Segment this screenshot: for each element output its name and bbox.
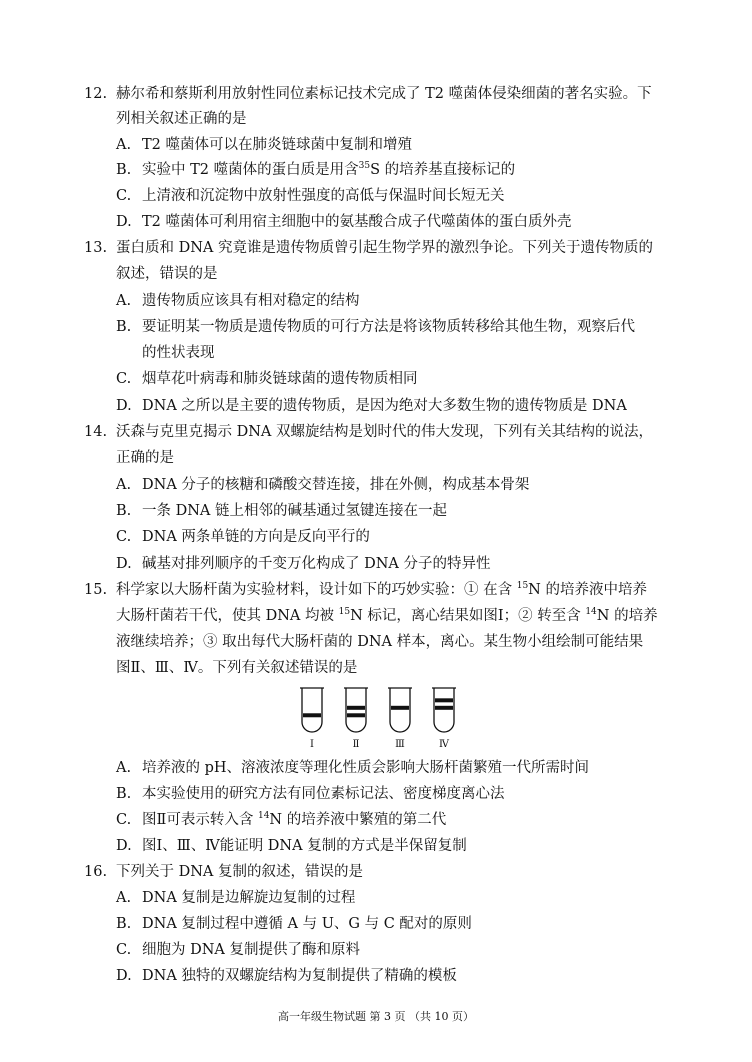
centrifuge-tube-2 bbox=[344, 688, 368, 750]
tube-outline bbox=[390, 688, 410, 732]
dna-band bbox=[347, 713, 365, 717]
tube-outline bbox=[346, 688, 366, 732]
tube-label: Ⅱ bbox=[352, 739, 360, 750]
centrifuge-tubes-figure bbox=[296, 686, 456, 750]
dna-band bbox=[391, 706, 409, 710]
tube-label: Ⅳ bbox=[439, 739, 449, 750]
dna-band bbox=[303, 713, 321, 717]
q12-number: 12. bbox=[84, 86, 108, 102]
q14-number: 14. bbox=[84, 424, 108, 440]
q16-number: 16. bbox=[84, 864, 108, 880]
dna-band bbox=[347, 706, 365, 710]
tube-outline bbox=[434, 688, 454, 732]
q13-number: 13. bbox=[84, 240, 108, 256]
tube-label: Ⅰ bbox=[310, 739, 314, 750]
dna-band bbox=[435, 698, 453, 702]
centrifuge-tube-1 bbox=[300, 688, 324, 750]
dna-band bbox=[435, 706, 453, 710]
tube-outline bbox=[302, 688, 322, 732]
tube-label: Ⅲ bbox=[395, 739, 405, 750]
centrifuge-tube-4 bbox=[432, 688, 456, 750]
page-footer: 高一年级生物试题 第 3 页 （共 10 页） bbox=[278, 1010, 474, 1023]
q15-number: 15. bbox=[84, 582, 108, 598]
exam-page: 12. 赫尔希和蔡斯利用放射性同位素标记技术完成了 T2 噬菌体侵染细菌的著名实验。下 列相关叙述正确的是 A. T2 噬菌体可以在肺炎链球菌中复制和增殖 B. 实验中 T2 噬菌体的蛋白质是用含$^{35}$S 的培养基直接标记的 C. 上清液和沉淀物中放射性强度的高低与保温时间长短无关 D. T2 噬菌体可利用宿主细胞中的氨基酸合成子代噬菌体的蛋白质外壳 13. 蛋白质和 DNA 究竟谁是遗传物质曾引起生物学界的激烈争论。下列关于遗传物质的 叙述，错误的是 A. 遗传物质应该具有相对稳定的结构 B. 要证明某一物质是遗传物质的可行方法是将该物质转移给其他生物，观察后代 的性状表现 C. 烟草花叶病毒和肺炎链球菌的遗传物质相同 D. DNA 之所以是主要的遗传物质，是因为绝对大多数生物的遗传物质是 DNA 14. 沃森与克里克揭示 DNA 双螺旋结构是划时代的伟大发现，下列有关其结构的说法， 正确的是 A. DNA 分子的核糖和磷酸交替连接，排在外侧，构成基本骨架 B. 一条 DNA 链上相邻的碱基通过氢键连接在一起 C. DNA 两条单链的方向是反向平行的 D. 碱基对排列顺序的千变万化构成了 DNA 分子的特异性 15. 科学家以大肠杆菌为实验材料，设计如下的巧妙实验：① 在含 $^{15}$N 的培养液中培养 大肠杆菌若干代，使其 DNA 均被 $^{15}$N 标记，离心结果如图Ⅰ；② 转至含 $^{14}$N 的培养 液继续培养；③ 取出每代大肠杆菌的 DNA 样本，离心。某生物小组绘制可能结果 图Ⅱ、Ⅲ、Ⅳ。下列有关叙述错误的是 Ⅰ Ⅱ Ⅲ Ⅳ A. 培养液的 pH、溶液浓度等理化性质会影响大肠杆菌繁殖一代所需时间 B. 本实验使用的研究方法有同位素标记法、密度梯度离心法 C. 图Ⅱ可表示转入含 $^{14}$N 的培养液中繁殖的第二代 D. 图Ⅰ、Ⅲ、Ⅳ能证明 DNA 复制的方式是半保留复制 16. 下列关于 DNA 复制的叙述，错误的是 A. DNA 复制是边解旋边复制的过程 B. DNA 复制过程中遵循 A 与 U、G 与 C 配对的原则 C. 细胞为 DNA 复制提供了酶和原料 D. DNA 独特的双螺旋结构为复制提供了精确的模板 高一年级生物试题 第 3 页 （共 10 页） bbox=[0, 0, 752, 1062]
centrifuge-tube-3 bbox=[388, 688, 412, 750]
